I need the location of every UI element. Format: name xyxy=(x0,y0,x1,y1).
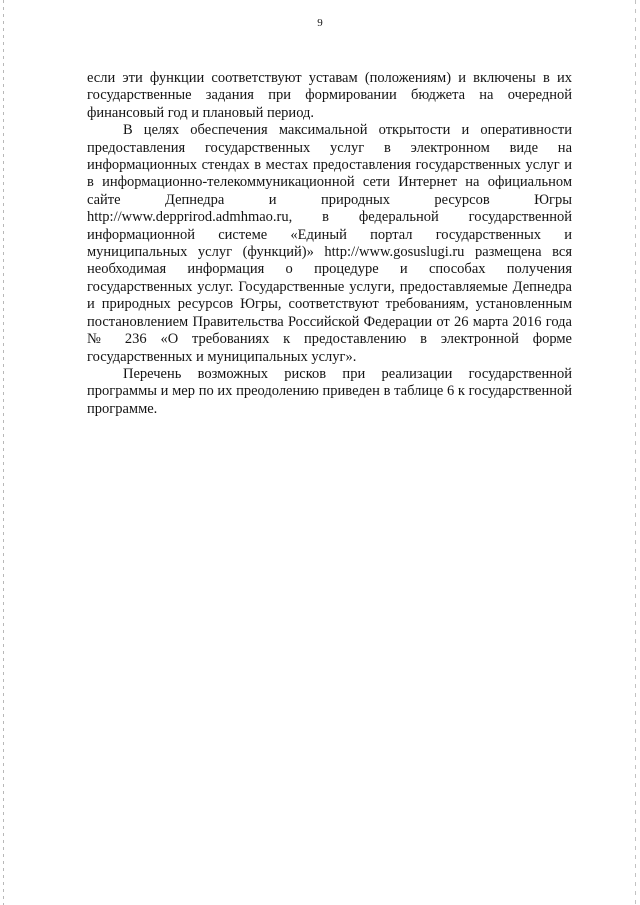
paragraph-continuation: если эти функции соответствуют уставам (положениям) и включены в их государственные задания при формировании бюджета на очередной финансовый год и плановый период. xyxy=(87,70,572,121)
scan-edge-right xyxy=(635,0,636,905)
paragraph-electronic-services: В целях обеспечения максимальной открытости и оперативности предоставления государственных услуг в электронном виде на информационных стендах в местах предоставления государственных услуг и в информационно-телекоммуникационной сети Интернет на официальном сайте Депнедра и природных ресурсов Югры http://www.depprirod.admhmao.ru, в федеральной государственной информационной системе «Единый портал государственных и муниципальных услуг (функций)» http://www.gosuslugi.ru размещена вся необходимая информация о процедуре и способах получения государственных услуг. Государственные услуги, предоставляемые Депнедра и природных ресурсов Югры, соответствуют требованиям, установленным постановлением Правительства Российской Федерации от 26 марта 2016 года № 236 «О требованиях к предоставлению в электронной форме государственных и муниципальных услуг». xyxy=(87,122,572,365)
scan-edge-left xyxy=(3,0,4,905)
page-number: 9 xyxy=(317,17,323,29)
paragraph-risks: Перечень возможных рисков при реализации государственной программы и мер по их преодолению приведен в таблице 6 к государственной программе. xyxy=(87,365,572,417)
document-body xyxy=(87,70,572,418)
